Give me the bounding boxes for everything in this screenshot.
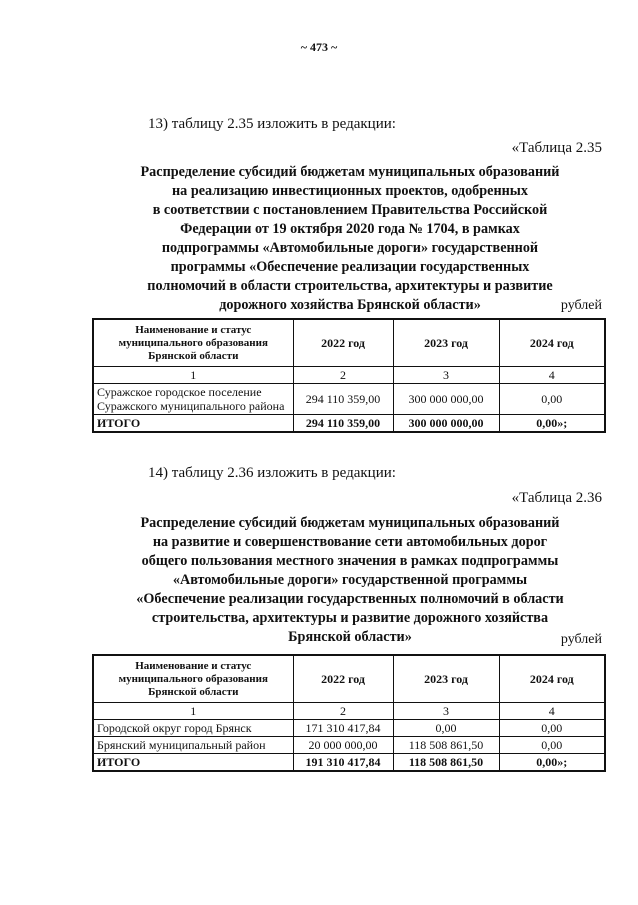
row-2024: 0,00 <box>499 384 605 415</box>
table-label-2-35: «Таблица 2.35 <box>511 140 602 156</box>
heading-line: строительства, архитектуры и развитие дорожного хозяйства <box>151 610 549 626</box>
heading-line: подпрограммы «Автомобильные дороги» государственной <box>161 240 539 256</box>
heading-line: «Автомобильные дороги» государственной программы <box>172 572 528 588</box>
table-2-35 <box>92 318 606 433</box>
table-row <box>93 720 605 737</box>
header-2024: 2024 год <box>499 319 605 367</box>
unit-label-2-35: рублей <box>560 298 602 313</box>
table-2-36 <box>92 654 606 772</box>
instruction-13: 13) таблицу 2.35 изложить в редакции: <box>148 116 396 132</box>
total-2023: 118 508 861,50 <box>393 754 499 772</box>
col-number: 1 <box>93 703 293 720</box>
col-number: 2 <box>293 367 393 384</box>
heading-line: полномочий в области строительства, архитектуры и развитие <box>147 278 553 294</box>
row-2024: 0,00 <box>499 737 605 754</box>
total-2022: 191 310 417,84 <box>293 754 393 772</box>
row-2022: 294 110 359,00 <box>293 384 393 415</box>
total-name: ИТОГО <box>93 754 293 772</box>
heading-line: на реализацию инвестиционных проектов, одобренных <box>172 183 528 199</box>
row-2022: 171 310 417,84 <box>293 720 393 737</box>
unit-label-2-36: рублей <box>560 632 602 647</box>
row-2022: 20 000 000,00 <box>293 737 393 754</box>
instruction-14: 14) таблицу 2.36 изложить в редакции: <box>148 465 396 481</box>
header-2022: 2022 год <box>293 655 393 703</box>
column-numbers-row <box>93 703 605 720</box>
table-header-row <box>93 655 605 703</box>
table-row <box>93 737 605 754</box>
page-number: ~ 473 ~ <box>300 40 338 54</box>
col-number: 2 <box>293 703 393 720</box>
heading-line: Брянской области» <box>288 629 412 645</box>
row-name: Брянский муниципальный район <box>93 737 293 754</box>
heading-line: на развитие и совершенствование сети автомобильных дорог <box>152 534 548 550</box>
header-2023: 2023 год <box>393 655 499 703</box>
heading-line: программы «Обеспечение реализации государственных <box>170 259 530 275</box>
row-2024: 0,00 <box>499 720 605 737</box>
row-name: Городской округ город Брянск <box>93 720 293 737</box>
row-2023: 300 000 000,00 <box>393 384 499 415</box>
total-row <box>93 415 605 433</box>
heading-line: Распределение субсидий бюджетам муниципальных образований <box>140 515 560 531</box>
row-2023: 118 508 861,50 <box>393 737 499 754</box>
table-header-row <box>93 319 605 367</box>
total-2024: 0,00»; <box>499 415 605 433</box>
header-2023: 2023 год <box>393 319 499 367</box>
heading-line: дорожного хозяйства Брянской области» <box>219 297 481 313</box>
total-2024: 0,00»; <box>499 754 605 772</box>
heading-2-36 <box>90 514 610 647</box>
col-number: 4 <box>499 367 605 384</box>
header-2022: 2022 год <box>293 319 393 367</box>
total-name: ИТОГО <box>93 415 293 433</box>
heading-line: «Обеспечение реализации государственных полномочий в области <box>136 591 564 607</box>
row-2023: 0,00 <box>393 720 499 737</box>
header-name: Наименование и статус муниципального образования Брянской области <box>93 655 293 703</box>
heading-line: Распределение субсидий бюджетам муниципальных образований <box>140 164 560 180</box>
total-row <box>93 754 605 772</box>
heading-line: общего пользования местного значения в рамках подпрограммы <box>141 553 559 569</box>
heading-line: в соответствии с постановлением Правительства Российской <box>152 202 548 218</box>
total-2022: 294 110 359,00 <box>293 415 393 433</box>
total-2023: 300 000 000,00 <box>393 415 499 433</box>
col-number: 4 <box>499 703 605 720</box>
col-number: 3 <box>393 367 499 384</box>
table-label-2-36: «Таблица 2.36 <box>511 490 602 506</box>
column-numbers-row <box>93 367 605 384</box>
header-name: Наименование и статус муниципального образования Брянской области <box>93 319 293 367</box>
table-row <box>93 384 605 415</box>
col-number: 1 <box>93 367 293 384</box>
header-2024: 2024 год <box>499 655 605 703</box>
col-number: 3 <box>393 703 499 720</box>
heading-2-35 <box>90 163 610 315</box>
row-name: Суражское городское поселение Суражского муниципального района <box>93 384 293 415</box>
heading-line: Федерации от 19 октября 2020 года № 1704, в рамках <box>180 221 520 237</box>
